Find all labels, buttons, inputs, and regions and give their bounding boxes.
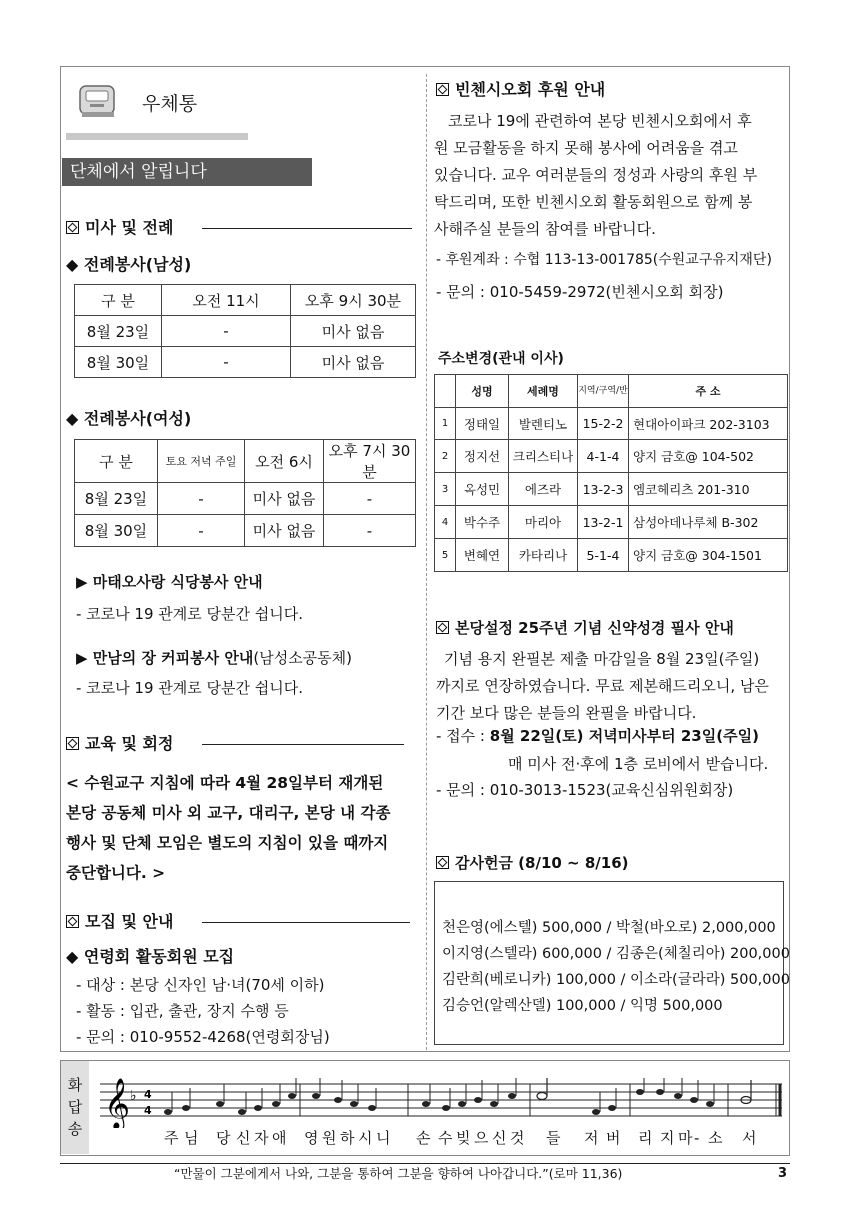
triangle-right-icon: ▶ (76, 649, 88, 667)
table-cell: 미사 없음 (245, 483, 324, 515)
table-cell: 옥성민 (456, 473, 509, 506)
lyric-syllable: 손 (416, 1129, 431, 1147)
column-divider (426, 74, 428, 1050)
hymn-lyrics (100, 1128, 790, 1148)
heading-rule (202, 744, 404, 745)
lyric-syllable: 지 (660, 1129, 675, 1147)
svg-text:𝄞: 𝄞 (104, 1078, 131, 1128)
mailbox-icon (76, 82, 120, 120)
lyric-syllable: 으 (474, 1129, 489, 1147)
table-cell: 1 (435, 408, 456, 440)
table-header: 주 소 (629, 375, 788, 408)
diamond-icon: ◆ (66, 255, 79, 274)
lyric-syllable: 하 (340, 1129, 355, 1147)
music-staff (100, 1078, 790, 1132)
edu-section-heading: 교육 및 회정 (66, 734, 173, 754)
lyric-syllable: 신 (236, 1129, 251, 1147)
section-marker-icon (436, 83, 449, 96)
lyric-syllable: 자 (254, 1129, 269, 1147)
title-underline (66, 133, 248, 140)
section-banner-text: 단체에서 알립니다 (70, 162, 207, 182)
list-item: 김란희(베로니카) 100,000 / 이소라(글라라) 500,000 (442, 972, 790, 988)
recruit-section-heading: 모집 및 안내 (66, 912, 173, 932)
section-marker-icon (436, 621, 449, 634)
table-cell: - (158, 515, 245, 547)
lyric-syllable: 빚 (456, 1129, 471, 1147)
lyric-syllable: 당 (216, 1129, 231, 1147)
table-cell: - (324, 515, 416, 547)
lyric-syllable: 원 (322, 1129, 337, 1147)
table-cell: 엠코헤리츠 201-310 (629, 473, 788, 506)
table-cell: - (158, 483, 245, 515)
lyric-syllable: 님 (184, 1129, 199, 1147)
lyric-syllable: 서 (742, 1129, 757, 1147)
lyric-syllable: 버 (606, 1129, 621, 1147)
female-servers-title: ◆ 전례봉사(여성) (66, 409, 192, 428)
table-cell: - (162, 347, 291, 378)
bible-contact: - 문의 : 010-3013-1523(교육신심위원회장) (436, 781, 734, 799)
page-number: 3 (778, 1166, 788, 1181)
table-cell: 박수주 (456, 506, 509, 539)
table-header: 토요 저녁 주일 (158, 440, 245, 483)
hymn-label: 화답송 (67, 1076, 83, 1138)
diamond-icon: ◆ (66, 409, 79, 428)
thanks-section-heading: 감사헌금 (8/10 ~ 8/16) (436, 853, 629, 873)
address-change-table (434, 374, 788, 572)
footer-quote: “만물이 그분에게서 나와, 그분을 통하여 그분을 향하여 나아갑니다.”(로마 11,36) (174, 1166, 623, 1181)
male-servers-title: ◆ 전례봉사(남성) (66, 255, 192, 274)
table-cell: 13-2-1 (578, 506, 629, 539)
table-header: 구 분 (75, 440, 158, 483)
table-cell: 8월 23일 (75, 483, 158, 515)
table-cell: 13-2-3 (578, 473, 629, 506)
table-cell: 15-2-2 (578, 408, 629, 440)
female-servers-table (74, 439, 416, 547)
mass-section-heading: 미사 및 전례 (66, 218, 173, 238)
table-header: 지역/구역/반 (578, 375, 629, 408)
lyric-syllable: 애 (272, 1129, 287, 1147)
table-cell: 8월 23일 (75, 316, 162, 347)
bible-section-heading: 본당설정 25주년 기념 신약성경 필사 안내 (436, 618, 734, 638)
vincent-section-heading: 빈첸시오회 후원 안내 (436, 80, 605, 100)
table-cell: 4-1-4 (578, 440, 629, 473)
lyric-syllable: - (694, 1129, 700, 1147)
lyric-syllable: 주 (164, 1129, 179, 1147)
table-cell: 변혜연 (456, 539, 509, 572)
lyric-syllable: 저 (584, 1129, 599, 1147)
svg-text:4: 4 (144, 1088, 152, 1101)
diamond-icon: ◆ (66, 947, 79, 966)
table-cell: 삼성아데나루체 B-302 (629, 506, 788, 539)
vincent-body: 코로나 19에 관련하여 본당 빈첸시오회에서 후 원 모금활동을 하지 못해 봉사에 어려움을 겪고 있습니다. 교우 여러분들의 정성과 사랑의 후원 부 탁드리며, 또한 빈첸시오회 활동회원으로 함께 봉 사해주실 분들의 참여를 바랍니다. (434, 112, 758, 238)
lyric-syllable: 리 (638, 1129, 653, 1147)
lyric-syllable: 신 (492, 1129, 507, 1147)
svg-text:4: 4 (144, 1104, 152, 1117)
vincent-contact: - 문의 : 010-5459-2972(빈첸시오회 회장) (436, 283, 724, 301)
table-cell: 미사 없음 (291, 347, 416, 378)
recruit-title: ◆ 연령회 활동회원 모집 (66, 947, 235, 966)
table-header: 오전 6시 (245, 440, 324, 483)
lyric-syllable: 소 (708, 1129, 723, 1147)
table-cell: 3 (435, 473, 456, 506)
coffee-note: - 코로나 19 관계로 당분간 쉽니다. (76, 679, 303, 697)
table-cell: 양지 금호@ 104-502 (629, 440, 788, 473)
table-cell: - (324, 483, 416, 515)
table-cell: 정지선 (456, 440, 509, 473)
list-item: 김승언(알렉산델) 100,000 / 익명 500,000 (442, 998, 723, 1014)
lyric-syllable: 수 (438, 1129, 453, 1147)
table-cell: 마리아 (509, 506, 578, 539)
table-cell: 미사 없음 (291, 316, 416, 347)
recruit-list (76, 972, 330, 1050)
triangle-right-icon: ▶ (76, 573, 88, 591)
table-cell: 미사 없음 (245, 515, 324, 547)
table-cell: 정태일 (456, 408, 509, 440)
footer-rule (60, 1163, 790, 1164)
table-cell: 양지 금호@ 304-1501 (629, 539, 788, 572)
bible-body: 기념 용지 완필본 제출 마감일을 8월 23일(주일) 까지로 연장하였습니다. 무료 제본해드리오니, 남은 기간 보다 많은 분들의 완필을 바랍니다. (436, 650, 769, 722)
table-header: 오후 7시 30분 (324, 440, 416, 483)
male-servers-table (74, 284, 416, 378)
table-cell: 크리스티나 (509, 440, 578, 473)
section-marker-icon (66, 915, 79, 928)
martha-title: ▶ 마태오사랑 식당봉사 안내 (76, 573, 263, 591)
list-item: - 대상 : 본당 신자인 남·녀(70세 이하) (76, 976, 325, 994)
section-marker-icon (66, 221, 79, 234)
table-cell: 4 (435, 506, 456, 539)
lyric-syllable: 시 (358, 1129, 373, 1147)
lyric-syllable: 마 (678, 1129, 693, 1147)
table-cell: 에즈라 (509, 473, 578, 506)
vincent-account: - 후원계좌 : 수협 113-13-001785(수원교구유지재단) (436, 252, 772, 268)
heading-rule (202, 228, 412, 229)
lyric-syllable: 들 (546, 1129, 561, 1147)
lyric-syllable: 것 (510, 1129, 525, 1147)
lyric-syllable: 영 (304, 1129, 319, 1147)
bible-receipt: - 접수 : 8월 22일(토) 저녁미사부터 23일(주일) (436, 727, 759, 745)
table-header: 오후 9시 30분 (291, 285, 416, 316)
thanks-list (442, 915, 790, 1019)
coffee-title: ▶ 만남의 장 커피봉사 안내(남성소공동체) (76, 649, 353, 667)
list-item: 천은영(에스텔) 500,000 / 박철(바오로) 2,000,000 (442, 920, 776, 936)
page-title: 우체통 (142, 93, 198, 115)
table-header: 세례명 (509, 375, 578, 408)
table-cell: 현대아이파크 202-3103 (629, 408, 788, 440)
table-header: 오전 11시 (162, 285, 291, 316)
address-change-title: 주소변경(관내 이사) (438, 351, 564, 367)
heading-rule (202, 922, 410, 923)
table-cell: 2 (435, 440, 456, 473)
table-cell: - (162, 316, 291, 347)
svg-text:♭: ♭ (130, 1088, 137, 1104)
edu-notice: < 수원교구 지침에 따라 4월 28일부터 재개된 본당 공동체 미사 외 교구, 대리구, 본당 내 각종 행사 및 단체 모임은 별도의 지침이 있을 때까지 중단합니다. > (66, 774, 391, 882)
bible-receipt-detail: 매 미사 전·후에 1층 로비에서 받습니다. (508, 755, 769, 773)
list-item: 이지영(스텔라) 600,000 / 김종은(체칠리아) 200,000 (442, 946, 790, 962)
lyric-syllable: 니 (376, 1129, 391, 1147)
table-cell: 카타리나 (509, 539, 578, 572)
list-item: - 문의 : 010-9552-4268(연령회장님) (76, 1028, 330, 1046)
martha-note: - 코로나 19 관계로 당분간 쉽니다. (76, 605, 303, 623)
table-header: 구 분 (75, 285, 162, 316)
table-cell: 발렌티노 (509, 408, 578, 440)
list-item: - 활동 : 입관, 출관, 장지 수행 등 (76, 1002, 289, 1020)
table-cell: 5 (435, 539, 456, 572)
table-header: 성명 (456, 375, 509, 408)
table-cell: 8월 30일 (75, 515, 158, 547)
section-marker-icon (66, 737, 79, 750)
table-cell: 5-1-4 (578, 539, 629, 572)
table-header (435, 375, 456, 408)
table-cell: 8월 30일 (75, 347, 162, 378)
section-marker-icon (436, 856, 449, 869)
